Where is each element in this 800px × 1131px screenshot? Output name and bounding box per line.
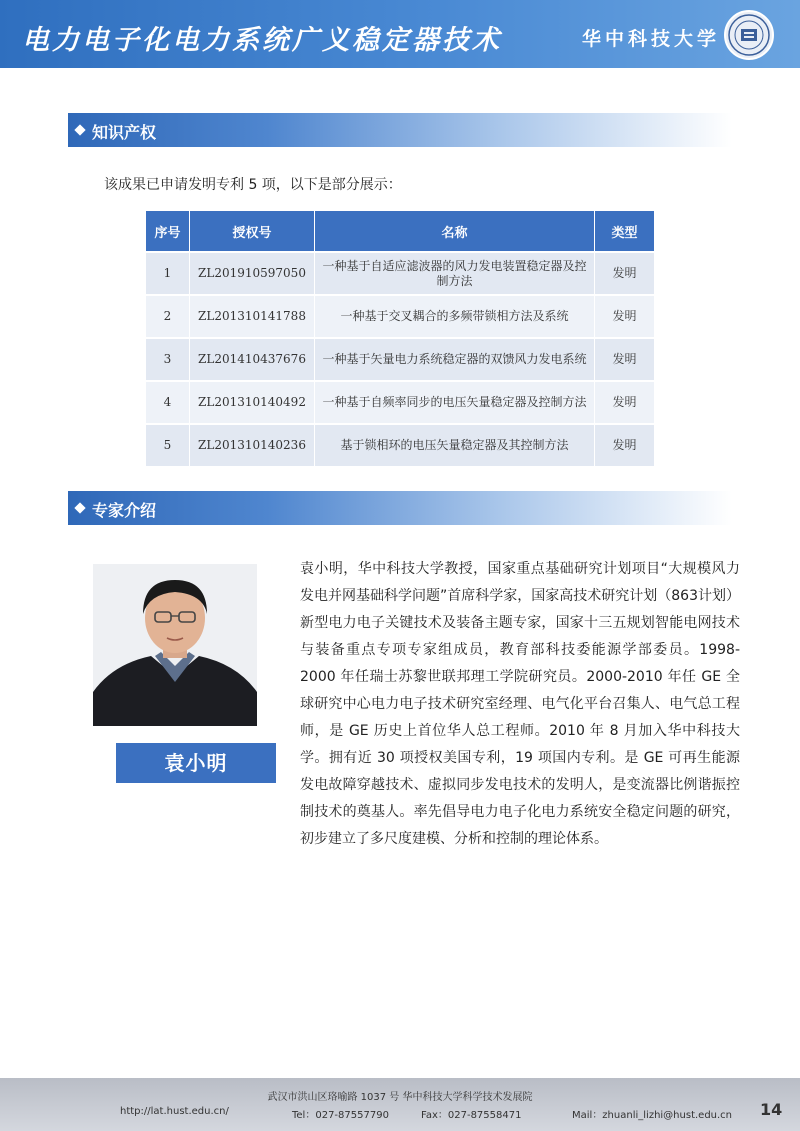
patent-code: ZL201410437676	[190, 337, 315, 380]
header-banner	[0, 0, 800, 68]
patent-code: ZL201310140236	[190, 423, 315, 466]
patent-number: 4	[146, 380, 190, 423]
expert-bio: 袁小明，华中科技大学教授，国家重点基础研究计划项目“大规模风力发电并网基础科学问题”首席科学家，国家高技术研究计划（863计划）新型电力电子关键技术及装备主题专家，国家十三五规划智能电网技术与装备重点专项专家组成员，教育部科技委能源学部委员。1998-2000 年任瑞士苏黎世联邦理工学院研究员。2000-2010 年任 GE 全球研究中心电力电子技术研究室经理、电气化平台召集人、电气总工程师，是 GE 历史上首位华人总工程师。2010 年 8 月加入华中科技大学。拥有近 30 项授权美国专利，19 项国内专利。是 GE 可再生能源发电故障穿越技术、虚拟同步发电技术的发明人，是变流器比例谐振控制技术的奠基人。率先倡导电力电子化电力系统安全稳定问题的研究，初步建立了多尺度建模、分析和控制的理论体系。	[300, 561, 740, 847]
footer-fax: Fax：027-87558471	[421, 1110, 522, 1121]
column-header: 授权号	[190, 211, 315, 251]
university-name: 华中科技大学	[582, 28, 721, 50]
expert-photo	[93, 564, 257, 726]
patent-table	[146, 211, 654, 466]
column-header: 类型	[595, 211, 654, 251]
table-row	[146, 380, 654, 423]
table-header-row	[146, 211, 654, 251]
patent-type: 发明	[595, 294, 654, 337]
patent-number: 3	[146, 337, 190, 380]
university-seal-icon	[724, 10, 774, 60]
section-header-expert	[68, 491, 732, 525]
section-title: 专家介绍	[92, 501, 157, 520]
patent-code: ZL201910597050	[190, 251, 315, 294]
patent-type: 发明	[595, 251, 654, 294]
patent-type: 发明	[595, 380, 654, 423]
table-row	[146, 337, 654, 380]
section-header-ip	[68, 113, 732, 147]
patent-name: 基于锁相环的电压矢量稳定器及其控制方法	[315, 423, 595, 466]
diamond-icon	[74, 502, 85, 513]
page-number: 14	[760, 1100, 783, 1119]
patent-intro-text: 该成果已申请发明专利 5 项，以下是部分展示：	[104, 177, 402, 193]
patent-number: 5	[146, 423, 190, 466]
column-header: 序号	[146, 211, 190, 251]
page-footer	[0, 1078, 800, 1131]
section-title: 知识产权	[92, 123, 157, 142]
table-row	[146, 294, 654, 337]
expert-name-label: 袁小明	[116, 743, 276, 783]
diamond-icon	[74, 124, 85, 135]
footer-mail-link[interactable]: Mail：zhuanli_lizhi@hust.edu.cn	[572, 1110, 733, 1121]
patent-number: 1	[146, 251, 190, 294]
footer-website-link[interactable]: http://lat.hust.edu.cn/	[120, 1106, 229, 1117]
patent-name: 一种基于交叉耦合的多频带锁相方法及系统	[315, 294, 595, 337]
document-title: 电力电子化电力系统广义稳定器技术	[22, 25, 502, 56]
table-row	[146, 251, 654, 294]
column-header: 名称	[315, 211, 595, 251]
patent-number: 2	[146, 294, 190, 337]
patent-name: 一种基于自频率同步的电压矢量稳定器及控制方法	[315, 380, 595, 423]
footer-address: 武汉市洪山区珞喻路 1037 号 华中科技大学科学技术发展院	[267, 1092, 533, 1103]
patent-name: 一种基于自适应滤波器的风力发电装置稳定器及控制方法	[315, 251, 595, 294]
patent-code: ZL201310140492	[190, 380, 315, 423]
patent-type: 发明	[595, 337, 654, 380]
patent-type: 发明	[595, 423, 654, 466]
footer-tel: Tel：027-87557790	[292, 1110, 389, 1121]
patent-name: 一种基于矢量电力系统稳定器的双馈风力发电系统	[315, 337, 595, 380]
table-row	[146, 423, 654, 466]
patent-code: ZL201310141788	[190, 294, 315, 337]
